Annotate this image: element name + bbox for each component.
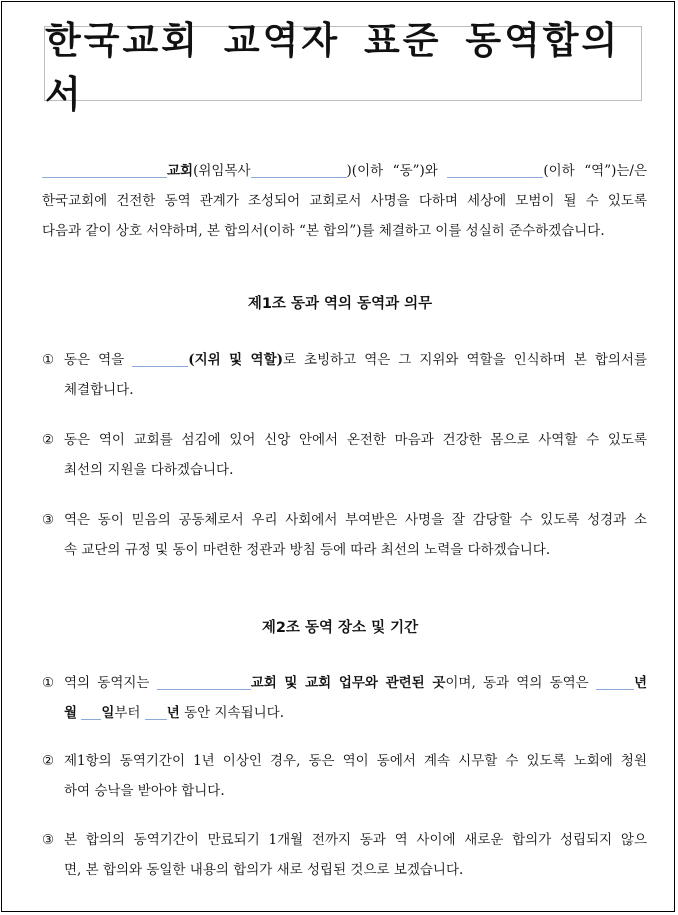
item-number: ① bbox=[42, 675, 55, 691]
item-line-2: 체결합니다. bbox=[64, 382, 134, 398]
intro-line-2: 한국교회에 건전한 동역 관계가 조성되어 교회로서 사명을 다하며 세상에 모범이 될 수 있도록 bbox=[42, 193, 647, 209]
article2-heading: 제2조 동역 장소 및 기간 bbox=[261, 620, 419, 636]
item-line-1: 동은 역이 교회를 섬김에 있어 신앙 안에서 온전한 마음과 건강한 몸으로 사역할 수 있도록 bbox=[64, 432, 647, 448]
position-blank[interactable] bbox=[132, 351, 188, 367]
item-line-1: 제1항의 동역기간이 1년 이상인 경우, 동은 역이 동에서 계속 시무할 수 있도록 노회에 청원 bbox=[64, 753, 647, 769]
intro-line-3: 다음과 같이 상호 서약하며, 본 합의서(이하 “본 합의”)를 체결하고 이를 성실히 준수하겠습니다. bbox=[42, 223, 605, 239]
workplace-blank[interactable] bbox=[157, 674, 251, 690]
start-year-blank[interactable] bbox=[596, 674, 634, 690]
month-label: 월 bbox=[64, 705, 78, 721]
item-line-1 bbox=[42, 668, 647, 698]
from-text: 부터 bbox=[114, 705, 141, 721]
article1-heading: 제1조 동과 역의 동역과 의무 bbox=[247, 296, 433, 312]
item-post-text: 이며, 동과 역의 동역은 bbox=[445, 675, 589, 691]
item-line-2 bbox=[42, 698, 647, 728]
church-suffix: 교회 bbox=[167, 163, 194, 179]
item-line-1 bbox=[42, 345, 647, 375]
position-role-label: (지위 및 역할) bbox=[188, 352, 283, 368]
yeok-name-blank[interactable] bbox=[447, 162, 543, 178]
item-number: ② bbox=[42, 753, 55, 769]
intro-line-1 bbox=[42, 156, 647, 186]
article2-item-2 bbox=[42, 746, 647, 806]
item-number: ② bbox=[42, 432, 55, 448]
church-name-blank[interactable] bbox=[42, 162, 167, 178]
title-box bbox=[44, 18, 642, 116]
item-number: ③ bbox=[42, 512, 55, 528]
day-label: 일 bbox=[101, 705, 115, 721]
duration-year-blank[interactable] bbox=[145, 704, 167, 720]
start-day-blank[interactable] bbox=[81, 704, 101, 720]
article1-item-1 bbox=[42, 345, 647, 405]
item-pre-text: 역의 동역지는 bbox=[64, 675, 150, 691]
item-pre-text: 동은 역을 bbox=[64, 352, 125, 368]
duration-tail-text: 동안 지속됩니다. bbox=[184, 705, 284, 721]
item-post-text: 로 초빙하고 역은 그 지위와 역할을 인식하며 본 합의서를 bbox=[283, 352, 647, 368]
item-line-2: 면, 본 합의와 동일한 내용의 합의가 새로 성립된 것으로 보겠습니다. bbox=[64, 862, 464, 878]
workplace-label: 교회 및 교회 업무와 관련된 곳 bbox=[250, 675, 446, 691]
item-number: ③ bbox=[42, 832, 55, 848]
document-page bbox=[1, 1, 675, 912]
document-title: 한국교회 교역자 표준 동역합의서 bbox=[45, 18, 621, 116]
dong-reference: )(이하 “동”)와 bbox=[346, 163, 438, 179]
article2-item-3 bbox=[42, 825, 647, 885]
item-line-2: 하여 승낙을 받아야 합니다. bbox=[64, 783, 225, 799]
year-label: 년 bbox=[633, 675, 648, 691]
pastor-name-blank[interactable] bbox=[251, 162, 347, 178]
yeok-reference: (이하 “역”)는/은 bbox=[543, 163, 647, 179]
intro-paragraph bbox=[42, 156, 647, 246]
pastor-prefix: (위임목사 bbox=[193, 163, 251, 179]
item-line-1: 역은 동이 믿음의 공동체로서 우리 사회에서 부여받은 사명을 잘 감당할 수 있도록 성경과 소 bbox=[64, 512, 647, 528]
item-line-2: 최선의 지원을 다하겠습니다. bbox=[64, 462, 234, 478]
item-line-2: 속 교단의 규정 및 동이 마련한 정관과 방침 등에 따라 최선의 노력을 다하겠습니다. bbox=[64, 542, 551, 558]
item-line-1: 본 합의의 동역기간이 만료되기 1개월 전까지 동과 역 사이에 새로운 합의가 성립되지 않으 bbox=[64, 832, 647, 848]
article1-item-3 bbox=[42, 505, 647, 565]
item-number: ① bbox=[42, 352, 55, 368]
article2-item-1 bbox=[42, 668, 647, 728]
article1-item-2 bbox=[42, 425, 647, 485]
duration-year-label: 년 bbox=[166, 705, 180, 721]
